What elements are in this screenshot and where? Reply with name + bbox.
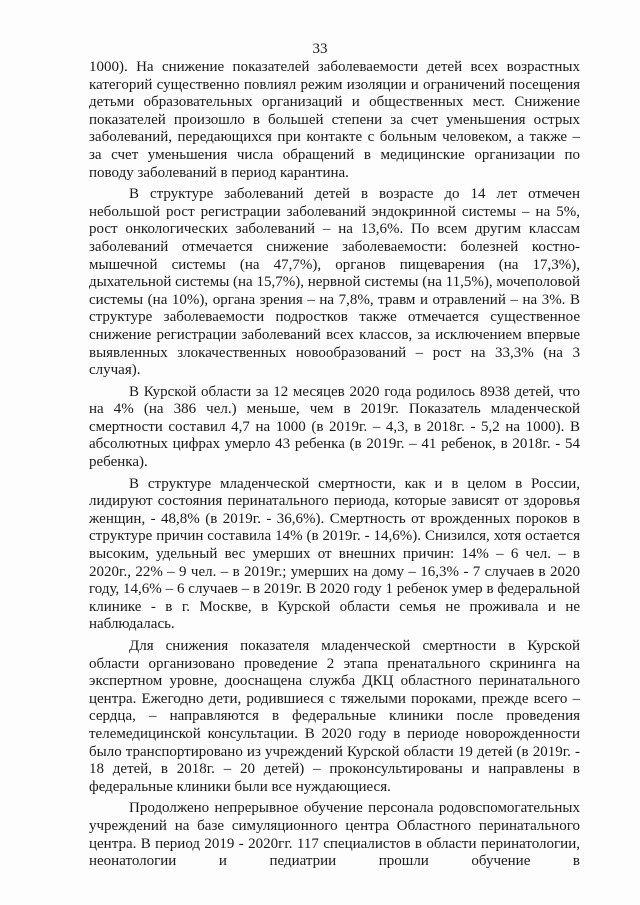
paragraph-mortality-reduction-measures: Для снижения показателя младенческой смертности в Курской области организовано проведение 2 этапа пренатального скрининга на экспертном уровне, дооснащена служба ДКЦ областного перинатального центра. Ежегодно дети, родившиеся с тяжелыми пороками, прежде всего – сердца, – направляются в федеральные клиники после проведения телемедицинской консультации. В 2020 году в периоде новорожденности было транспортировано из учреждений Курской области 19 детей (в 2019г. - 18 детей, в 2018г. – 20 детей) – проконсультированы и направлены в федеральные клиники были все нуждающиеся. bbox=[89, 638, 580, 795]
page-number: 33 bbox=[312, 41, 328, 57]
paragraph-infant-mortality-structure: В структуре младенческой смертности, как и в целом в России, лидируют состояния перинатального периода, которые зависят от здоровья женщин, - 48,8% (в 2019г. - 36,6%). Смертность от врожденных пороков в структуре причин составила 14% (в 2019г. - 14,6%). Снизился, хотя остается высоким, удельный вес умерших от внешних причин: 14% – 6 чел. – в 2020г., 22% – 9 чел. – в 2019г.; умерших на дому – 16,3% - 7 случаев в 2020 году, 14,6% – 6 случаев – в 2019г. В 2020 году 1 ребенок умер в федеральной клинике - в г. Москве, в Курской области семья не проживала и не наблюдалась. bbox=[89, 475, 580, 633]
paragraph-birth-statistics: В Курской области за 12 месяцев 2020 года родилось 8938 детей, что на 4% (на 386 чел.) меньше, чем в 2019г. Показатель младенческой смертности составил 4,7 на 1000 (в 2019г. – 4,3, в 2018г. - 5,2 на 1000). В абсолютных цифрах умерло 43 ребенка (в 2019г. – 41 ребенок, в 2018г. - 54 ребенка). bbox=[89, 383, 580, 471]
paragraph-child-morbidity-structure: В структуре заболеваний детей в возрасте до 14 лет отмечен небольшой рост регистрации заболеваний эндокринной системы – на 5%, рост онкологических заболеваний – на 13,6%. По всем другим классам заболеваний отмечается снижение заболеваемости: болезней костно-мышечной системы (на 47,7%), органов пищеварения (на 17,3%), дыхательной системы (на 15,7%), нервной системы (на 11,5%), мочеполовой системы (на 10%), органа зрения – на 7,8%, травм и отравлений – на 3%. В структуре заболеваемости подростков также отмечается существенное снижение регистрации заболеваний всех классов, за исключением впервые выявленных злокачественных новообразований – рост на 33,3% (на 3 случая). bbox=[89, 186, 580, 379]
paragraph-continuation: 1000). На снижение показателей заболеваемости детей всех возрастных категорий существенно повлиял режим изоляции и ограничений посещения детьми образовательных организаций и общественных мест. Снижение показателей произошло в большей степени за счет уменьшения острых заболеваний, передающихся при контакте с больным человеком, а также – за счет уменьшения числа обращений в медицинские организации по поводу заболеваний в период карантина. bbox=[89, 59, 580, 181]
body-text bbox=[89, 59, 580, 875]
paragraph-staff-training: Продолжено непрерывное обучение персонала родовспомогательных учреждений на базе симуляционного центра Областного перинатального центра. В период 2019 - 2020гг. 117 специалистов в области перинатологии, неонатологии и педиатрии прошли обучение в bbox=[89, 800, 580, 870]
